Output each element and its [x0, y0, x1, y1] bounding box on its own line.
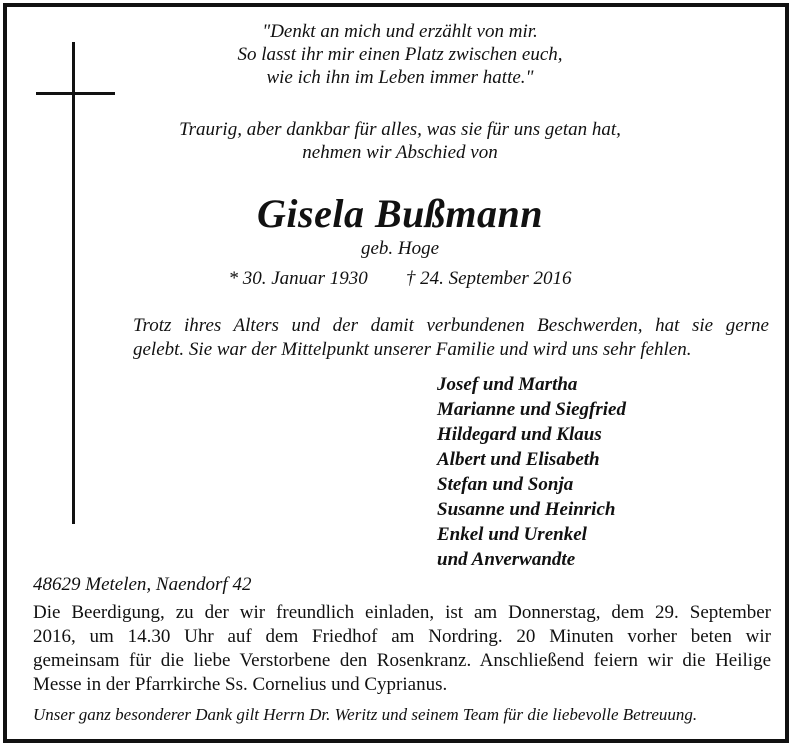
funeral-line: Die Beerdigung, zu der wir freundlich einladen, ist am Donnerstag, dem 29. September — [33, 602, 771, 623]
funeral-line: Messe in der Pfarrkirche Ss. Cornelius und Cyprianus. — [33, 674, 448, 695]
family-member: und Anverwandte — [437, 549, 576, 570]
tribute-paragraph — [133, 314, 769, 362]
tribute-line: gelebt. Sie war der Mittelpunkt unserer Familie und wird uns sehr fehlen. — [133, 339, 692, 360]
deceased-name: Gisela Bußmann — [257, 191, 543, 236]
funeral-line: 2016, um 14.30 Uhr auf dem Friedhof am Nordring. 20 Minuten vorher beten wir — [33, 626, 771, 647]
quote-line: So lasst ihr mir einen Platz zwischen euch, — [237, 44, 563, 65]
family-member: Stefan und Sonja — [437, 474, 574, 495]
birth-date: * 30. Januar 1930 — [228, 268, 368, 289]
family-member: Albert und Elisabeth — [437, 449, 600, 470]
family-member: Hildegard und Klaus — [437, 424, 602, 445]
funeral-line: gemeinsam für die liebe Verstorbene den Rosenkranz. Anschließend feiern wir die Heilige — [33, 650, 771, 671]
family-member: Enkel und Urenkel — [437, 524, 587, 545]
tribute-line: Trotz ihres Alters und der damit verbundenen Beschwerden, hat sie gerne — [133, 315, 769, 336]
life-dates — [0, 268, 800, 290]
cross-icon-horizontal — [36, 92, 115, 95]
family-member: Marianne und Siegfried — [437, 399, 626, 420]
family-member: Josef und Martha — [437, 374, 578, 395]
family-member: Susanne und Heinrich — [437, 499, 616, 520]
address: 48629 Metelen, Naendorf 42 — [33, 574, 252, 595]
family-list — [437, 372, 626, 572]
intro-text — [0, 118, 800, 164]
death-date: † 24. September 2016 — [405, 268, 572, 289]
intro-line: Traurig, aber dankbar für alles, was sie für uns getan hat, — [179, 119, 621, 140]
funeral-details — [33, 601, 771, 697]
quote-line: wie ich ihn im Leben immer hatte." — [266, 67, 534, 88]
intro-line: nehmen wir Abschied von — [302, 142, 498, 163]
thanks-note: Unser ganz besonderer Dank gilt Herrn Dr. Weritz und seinem Team für die liebevolle Betreuung. — [33, 705, 698, 724]
quote-line: "Denkt an mich und erzählt von mir. — [262, 21, 538, 42]
maiden-name: geb. Hoge — [360, 238, 440, 259]
quote — [0, 20, 800, 89]
